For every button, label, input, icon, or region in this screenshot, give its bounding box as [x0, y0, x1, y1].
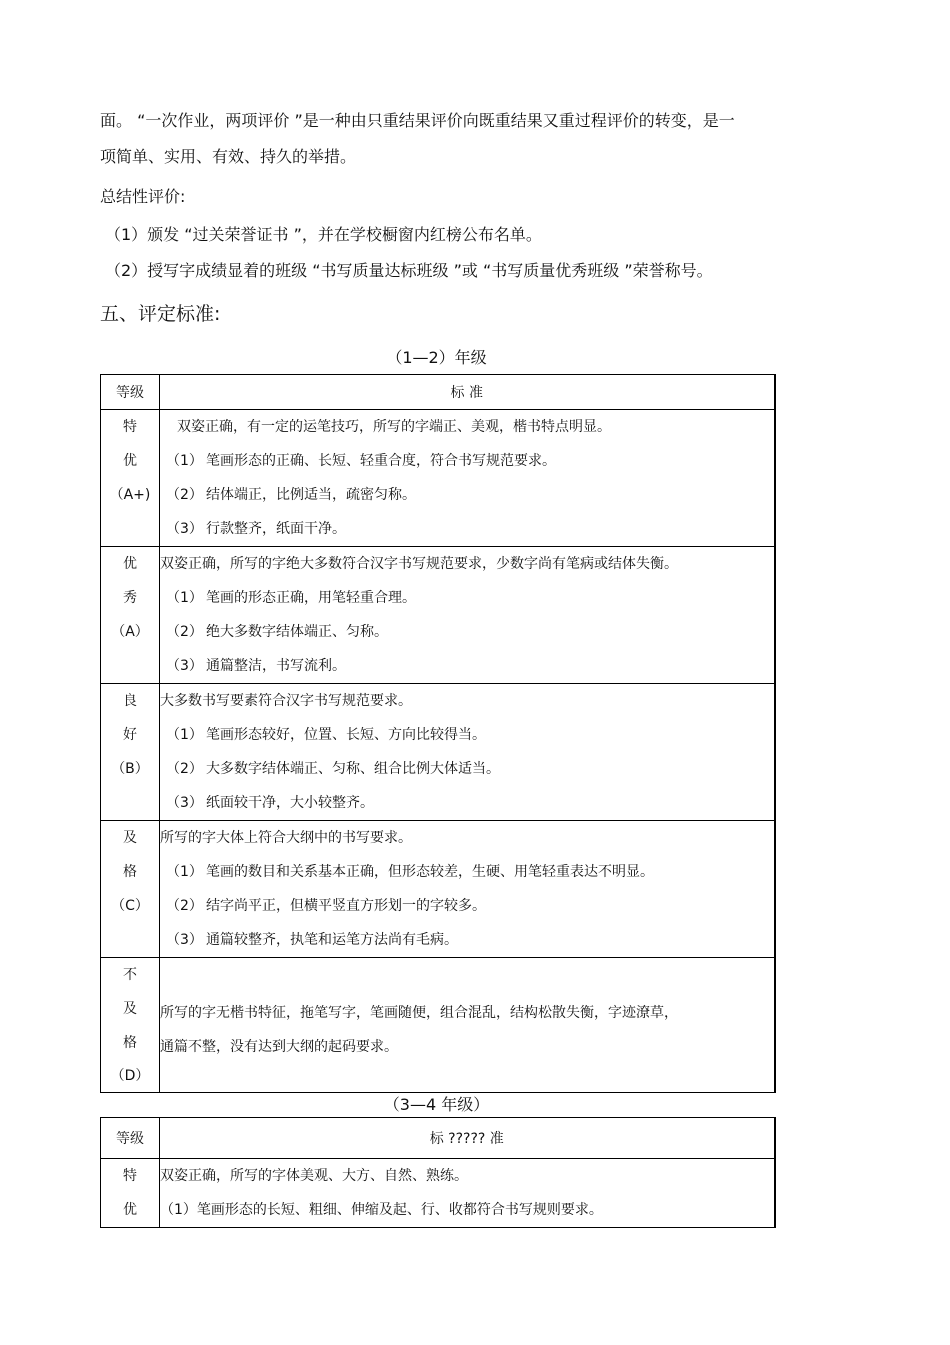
table-row: [101, 684, 775, 821]
table-row: [101, 958, 775, 1093]
summary-heading: 总结性评价:: [100, 187, 186, 206]
grade-cell: 优 秀 （A）: [101, 547, 160, 684]
criteria-cell: 双姿正确，所写的字体美观、大方、自然、熟练。 （1）笔画形态的长短、粗细、伸缩及起、行、收都符合书写规则要求。: [160, 1159, 775, 1228]
criteria-cell: 所写的字无楷书特征，拖笔写字，笔画随便，组合混乱，结构松散失衡，字迹潦草， 通篇不整，没有达到大纲的起码要求。: [160, 958, 775, 1093]
header-standard: 标 ????? 准: [160, 1118, 775, 1159]
paragraph-line: 项简单、实用、有效、持久的举措。: [100, 147, 357, 166]
criteria-cell: 双姿正确，所写的字绝大多数符合汉字书写规范要求，少数字尚有笔病或结体失衡。 （1） 笔画的形态正确，用笔轻重合理。 （2） 绝大多数字结体端正、匀称。 （3） 通篇整洁，书写流利。: [160, 547, 775, 684]
table-row: [101, 1159, 775, 1228]
table-row: [101, 410, 775, 547]
summary-item-1: （1）颁发 “过关荣誉证书 ”，并在学校橱窗内红榜公布名单。: [105, 225, 542, 244]
header-grade: 等级: [101, 375, 160, 410]
grade-cell: 不 及 格 （D）: [101, 958, 160, 1093]
table-caption: （3—4 年级）: [383, 1095, 490, 1114]
grading-table-grade-1-2: [100, 374, 776, 1093]
summary-item-2: （2）授写字成绩显着的班级 “书写质量达标班级 ”或 “书写质量优秀班级 ”荣誉称号。: [105, 261, 713, 280]
section-title: 五、评定标准:: [100, 303, 221, 325]
grade-cell: 良 好 （B）: [101, 684, 160, 821]
grade-cell: 特 优: [101, 1159, 160, 1228]
header-grade: 等级: [101, 1118, 160, 1159]
header-standard: 标 准: [160, 375, 775, 410]
criteria-cell: 所写的字大体上符合大纲中的书写要求。 （1） 笔画的数目和关系基本正确，但形态较差，生硬、用笔轻重表达不明显。 （2） 结字尚平正，但横平竖直方形划一的字较多。 （3） 通篇较整齐，执笔和运笔方法尚有毛病。: [160, 821, 775, 958]
table-row: [101, 821, 775, 958]
paragraph-line: 面。 “一次作业，两项评价 ”是一种由只重结果评价向既重结果又重过程评价的转变，是一: [100, 111, 735, 130]
grading-table-grade-3-4: [100, 1117, 776, 1228]
table-row: [101, 547, 775, 684]
grade-cell: 及 格 （C）: [101, 821, 160, 958]
grade-cell: 特 优 （A+): [101, 410, 160, 547]
criteria-cell: 大多数书写要素符合汉字书写规范要求。 （1） 笔画形态较好，位置、长短、方向比较得当。 （2） 大多数字结体端正、匀称、组合比例大体适当。 （3） 纸面较干净，大小较整齐。: [160, 684, 775, 821]
criteria-cell: 双姿正确，有一定的运笔技巧，所写的字端正、美观，楷书特点明显。 （1） 笔画形态的正确、长短、轻重合度，符合书写规范要求。 （2） 结体端正，比例适当，疏密匀称。 （3） 行款整齐，纸面干净。: [160, 410, 775, 547]
table-caption: （1—2）年级: [386, 348, 487, 367]
